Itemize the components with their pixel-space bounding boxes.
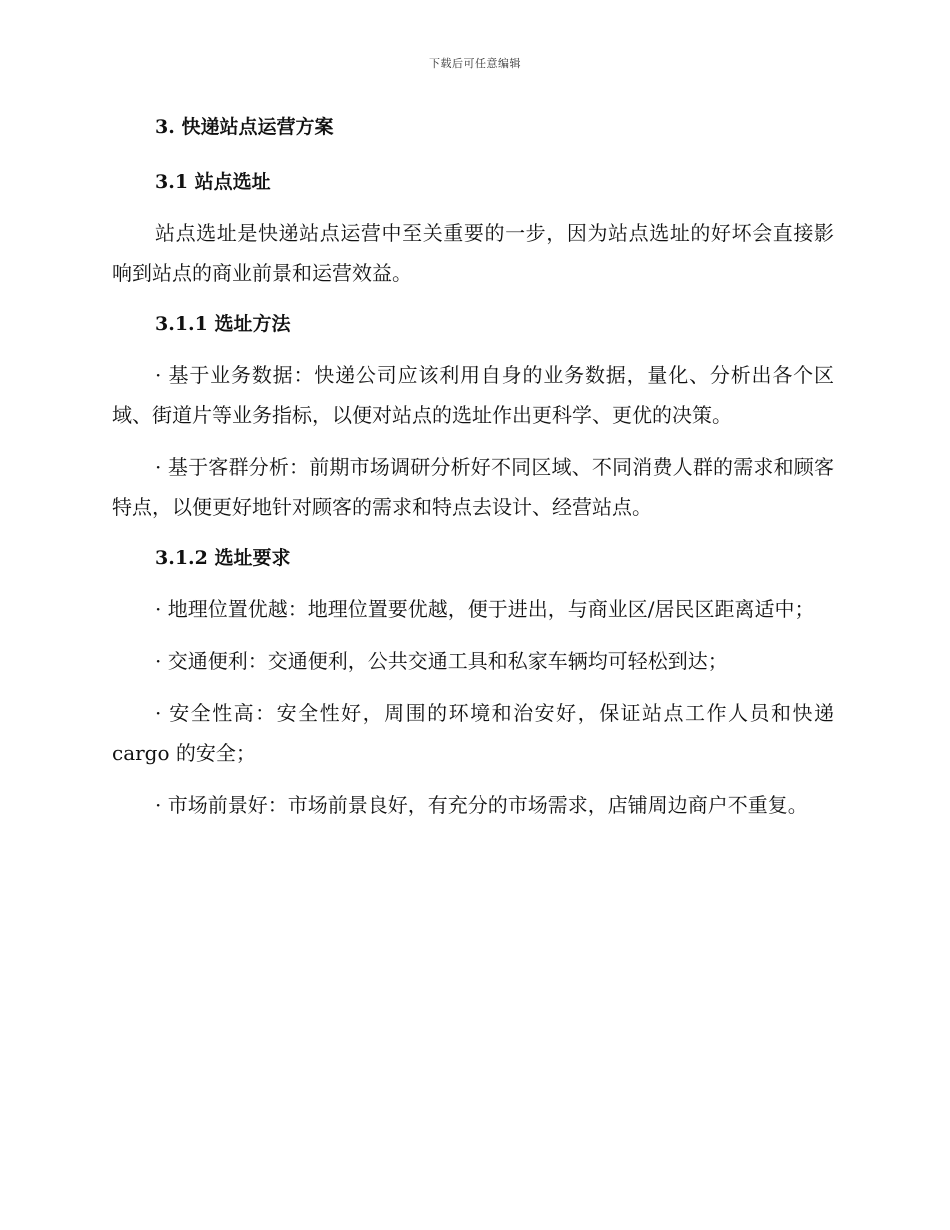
requirements-heading: 3.1.2 选址要求	[155, 547, 291, 569]
method-item: · 基于业务数据：快递公司应该利用自身的业务数据，量化、分析出各个区域、街道片等业务指标，以便对站点的选址作出更科学、更优的决策。	[112, 363, 834, 427]
subsection-heading: 3.1 站点选址	[155, 171, 271, 193]
method-heading: 3.1.1 选址方法	[155, 313, 291, 335]
requirement-item: · 安全性高：安全性好，周围的环境和治安好，保证站点工作人员和快递 cargo 的安全；	[112, 701, 834, 765]
requirement-item: · 交通便利：交通便利，公共交通工具和私家车辆均可轻松到达；	[155, 649, 728, 673]
intro-paragraph: 站点选址是快递站点运营中至关重要的一步，因为站点选址的好坏会直接影响到站点的商业前景和运营效益。	[112, 221, 834, 285]
document-body	[112, 108, 834, 825]
section-heading: 3. 快递站点运营方案	[155, 116, 334, 138]
requirement-item: · 地理位置优越：地理位置要优越，便于进出，与商业区/居民区距离适中；	[155, 597, 815, 621]
requirement-item: · 市场前景好：市场前景良好，有充分的市场需求，店铺周边商户不重复。	[155, 793, 808, 817]
method-item: · 基于客群分析：前期市场调研分析好不同区域、不同消费人群的需求和顾客特点，以便更好地针对顾客的需求和特点去设计、经营站点。	[112, 455, 834, 519]
page-header-note: 下载后可任意编辑	[429, 57, 521, 70]
